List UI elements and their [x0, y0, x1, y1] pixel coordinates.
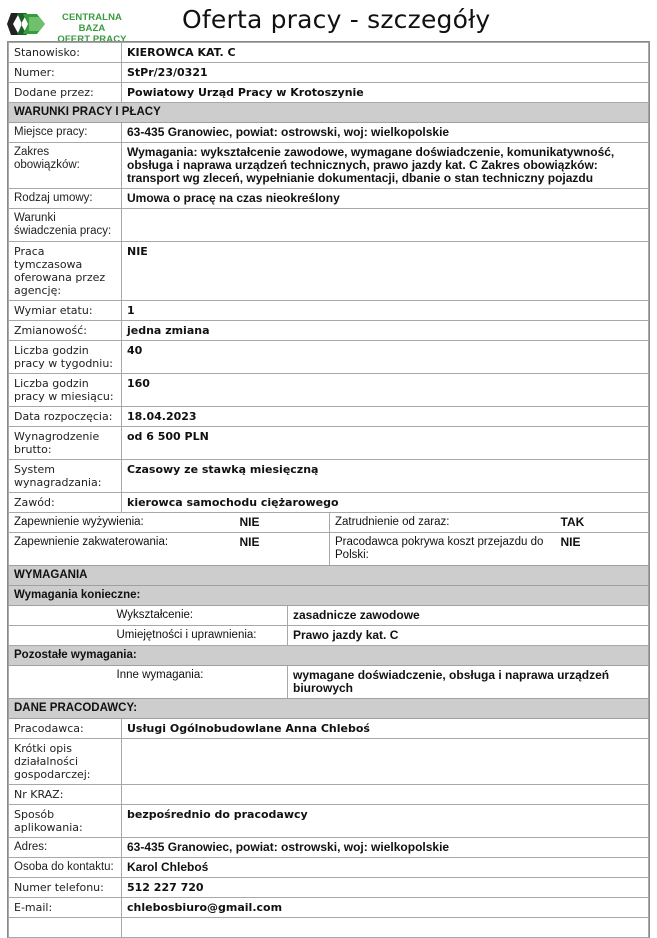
label-opis-dzialalnosci: Krótki opis działalności gospodarczej:	[9, 739, 122, 785]
value-pracodawca: Usługi Ogólnobudowlane Anna Chleboś	[122, 719, 649, 739]
table-row	[9, 83, 649, 103]
label-praca-tymczasowa: Praca tymczasowa oferowana przez agencję:	[9, 242, 122, 301]
table-row	[9, 606, 649, 626]
employer-table	[8, 698, 649, 938]
label-wyksztalcenie: Wykształcenie:	[112, 606, 288, 626]
label-pracodawca: Pracodawca:	[9, 719, 122, 739]
label-email: E-mail:	[9, 898, 122, 918]
subsection-pozostale	[9, 646, 649, 666]
table-row	[9, 374, 649, 407]
value-inne-wymagania: wymagane doświadczenie, obsługa i naprawa urządzeń biurowych	[288, 666, 649, 699]
table-row	[9, 123, 649, 143]
value-od-zaraz: TAK	[556, 513, 649, 533]
page-title: Oferta pracy - szczegóły	[182, 5, 491, 34]
requirements-table	[8, 565, 649, 699]
table-row	[9, 513, 649, 533]
label-wymiar-etatu: Wymiar etatu:	[9, 301, 122, 321]
section-heading: DANE PRACODAWCY:	[9, 699, 649, 719]
arrows-logo-icon	[7, 11, 49, 37]
label-koszt-przejazdu: Pracodawca pokrywa koszt przejazdu do Polski:	[330, 533, 556, 566]
value-godziny-miesiac: 160	[122, 374, 649, 407]
table-row	[9, 301, 649, 321]
value-data-rozpoczecia: 18.04.2023	[122, 407, 649, 427]
empty-cell	[122, 918, 649, 938]
section-heading: WYMAGANIA	[9, 566, 649, 586]
label-numer: Numer:	[9, 63, 122, 83]
value-zawod: kierowca samochodu ciężarowego	[122, 493, 649, 513]
table-row	[9, 805, 649, 838]
value-zakwaterowanie: NIE	[235, 533, 330, 566]
table-row	[9, 719, 649, 739]
value-rodzaj-umowy: Umowa o pracę na czas nieokreślony	[122, 189, 649, 209]
indent-cell	[9, 606, 112, 626]
value-umiejetnosci: Prawo jazdy kat. C	[288, 626, 649, 646]
value-email[interactable]: chlebosbiuro@gmail.com	[122, 898, 649, 918]
label-warunki-swiadczenia: Warunki świadczenia pracy:	[9, 209, 122, 242]
subsection-konieczne	[9, 586, 649, 606]
table-row	[9, 838, 649, 858]
value-sposob-aplikowania: bezpośrednio do pracodawcy	[122, 805, 649, 838]
table-row	[9, 321, 649, 341]
label-godziny-miesiac: Liczba godzin pracy w miesiącu:	[9, 374, 122, 407]
value-stanowisko: KIEROWCA KAT. C	[122, 43, 649, 63]
label-data-rozpoczecia: Data rozpoczęcia:	[9, 407, 122, 427]
label-nr-kraz: Nr KRAZ:	[9, 785, 122, 805]
table-row	[9, 918, 649, 938]
table-row	[9, 785, 649, 805]
table-row	[9, 209, 649, 242]
section-wymagania	[9, 566, 649, 586]
value-wynagrodzenie: od 6 500 PLN	[122, 427, 649, 460]
table-row	[9, 341, 649, 374]
value-wyksztalcenie: zasadnicze zawodowe	[288, 606, 649, 626]
empty-cell	[9, 918, 122, 938]
value-warunki-swiadczenia	[122, 209, 649, 242]
table-row	[9, 143, 649, 189]
value-wymiar-etatu: 1	[122, 301, 649, 321]
label-wynagrodzenie: Wynagrodzenie brutto:	[9, 427, 122, 460]
label-stanowisko: Stanowisko:	[9, 43, 122, 63]
section-pracodawca	[9, 699, 649, 719]
table-row	[9, 493, 649, 513]
offer-details	[7, 41, 650, 938]
label-zakres: Zakres obowiązków:	[9, 143, 122, 189]
value-opis-dzialalnosci	[122, 739, 649, 785]
label-adres: Adres:	[9, 838, 122, 858]
value-nr-kraz	[122, 785, 649, 805]
table-row	[9, 626, 649, 646]
label-godziny-tydzien: Liczba godzin pracy w tygodniu:	[9, 341, 122, 374]
section-heading: WARUNKI PRACY I PŁACY	[9, 103, 649, 123]
logo-line2: OFERT PRACY	[57, 34, 127, 45]
table-row	[9, 858, 649, 878]
label-inne-wymagania: Inne wymagania:	[112, 666, 288, 699]
label-wyzywienie: Zapewnienie wyżywienia:	[9, 513, 235, 533]
value-miejsce-pracy: 63-435 Granowiec, powiat: ostrowski, woj: wielkopolskie	[122, 123, 649, 143]
value-numer: StPr/23/0321	[122, 63, 649, 83]
value-koszt-przejazdu: NIE	[556, 533, 649, 566]
table-row	[9, 427, 649, 460]
label-system-wynagradzania: System wynagradzania:	[9, 460, 122, 493]
label-sposob-aplikowania: Sposób aplikowania:	[9, 805, 122, 838]
table-row	[9, 533, 649, 566]
value-system-wynagradzania: Czasowy ze stawką miesięczną	[122, 460, 649, 493]
indent-cell	[9, 626, 112, 646]
label-od-zaraz: Zatrudnienie od zaraz:	[330, 513, 556, 533]
logo-line1: CENTRALNA BAZA	[61, 12, 122, 34]
indent-cell	[9, 666, 112, 699]
value-wyzywienie: NIE	[235, 513, 330, 533]
section-warunki	[9, 103, 649, 123]
cbop-logo	[7, 11, 132, 45]
table-row	[9, 460, 649, 493]
table-row	[9, 63, 649, 83]
value-godziny-tydzien: 40	[122, 341, 649, 374]
table-row	[9, 43, 649, 63]
subsection-heading: Pozostałe wymagania:	[9, 646, 649, 666]
label-osoba-kontakt: Osoba do kontaktu:	[9, 858, 122, 878]
value-adres: 63-435 Granowiec, powiat: ostrowski, woj: wielkopolskie	[122, 838, 649, 858]
label-rodzaj-umowy: Rodzaj umowy:	[9, 189, 122, 209]
label-miejsce-pracy: Miejsce pracy:	[9, 123, 122, 143]
table-row	[9, 189, 649, 209]
main-table	[8, 42, 649, 513]
value-telefon[interactable]: 512 227 720	[122, 878, 649, 898]
table-row	[9, 407, 649, 427]
value-praca-tymczasowa: NIE	[122, 242, 649, 301]
label-telefon: Numer telefonu:	[9, 878, 122, 898]
label-zakwaterowanie: Zapewnienie zakwaterowania:	[9, 533, 235, 566]
value-dodane-przez: Powiatowy Urząd Pracy w Krotoszynie	[122, 83, 649, 103]
extras-table	[8, 512, 649, 566]
label-zmianowosc: Zmianowość:	[9, 321, 122, 341]
label-dodane-przez: Dodane przez:	[9, 83, 122, 103]
table-row	[9, 739, 649, 785]
value-zmianowosc: jedna zmiana	[122, 321, 649, 341]
page-header	[0, 0, 657, 45]
table-row	[9, 242, 649, 301]
label-umiejetnosci: Umiejętności i uprawnienia:	[112, 626, 288, 646]
table-row	[9, 898, 649, 918]
value-osoba-kontakt: Karol Chleboś	[122, 858, 649, 878]
table-row	[9, 666, 649, 699]
value-zakres: Wymagania: wykształcenie zawodowe, wymagane doświadczenie, komunikatywność, obsługa i naprawa urządzeń technicznych, prawo jazdy kat. C Zakres obowiązków: transport wg zleceń, wypełnianie dokumentacji, dbanie o stan techniczny pojazdu	[122, 143, 649, 189]
label-zawod: Zawód:	[9, 493, 122, 513]
table-row	[9, 878, 649, 898]
subsection-heading: Wymagania konieczne:	[9, 586, 649, 606]
